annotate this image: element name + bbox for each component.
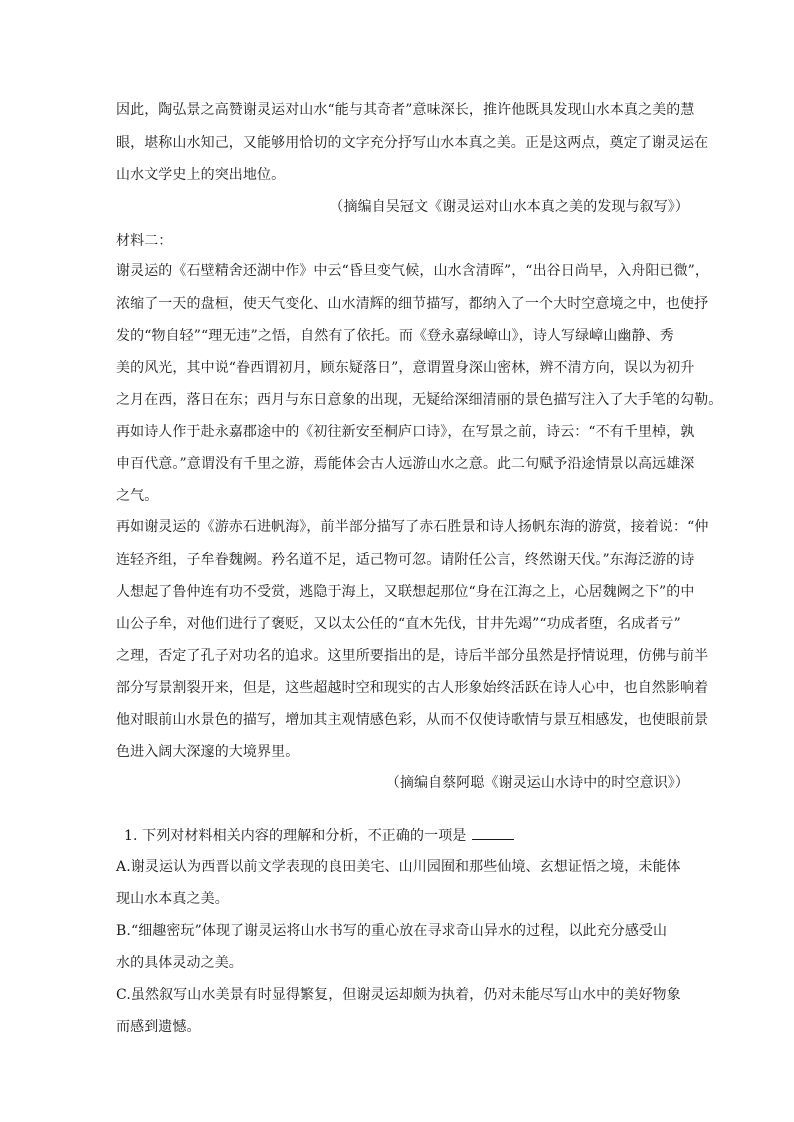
paragraph-line: 之理，否定了孔子对功名的追求。这里所要指出的是，诗后半部分虽然是抒情说理，仿佛与前半 — [116, 648, 709, 664]
paragraph-line: 之月在西，落日在东；西月与东日意象的出现，无疑给深细清丽的景色描写注入了大手笔的勾勒。 — [116, 392, 723, 408]
paragraph-line: 再如诗人作于赴永嘉郡途中的《初往新安至桐庐口诗》，在写景之前，诗云：“不有千里棹，孰 — [116, 424, 695, 440]
paragraph-line: 人想起了鲁仲连有功不受赏，逃隐于海上，又联想起那位“身在江海之上，心居魏阙之下”的中 — [116, 584, 695, 600]
paragraph-line: 山水文学史上的突出地位。 — [116, 167, 286, 183]
material-heading: 材料二： — [116, 233, 173, 249]
option-line: 现山水本真之美。 — [116, 891, 229, 907]
source-citation: （摘编自蔡阿聪《谢灵运山水诗中的时空意识》） — [385, 775, 689, 791]
paragraph-line: 美的风光，其中说“眷西谓初月，顾东疑落日”，意谓置身深山密林，辨不清方向，误以为初升 — [116, 360, 695, 376]
option-line: C.虽然叙写山水美景有时显得繁复，但谢灵运却颇为执着，仍对未能尽写山水中的美好物象 — [116, 987, 681, 1003]
paragraph-line: 色进入阔大深邃的大境界里。 — [116, 744, 300, 760]
option-line: B.“细趣密玩”体现了谢灵运将山水书写的重心放在寻求奇山异水的过程，以此充分感受山 — [116, 923, 668, 939]
paragraph-line: 谢灵运的《石壁精舍还湖中作》中云“昏旦变气候，山水含清晖”，“出谷日尚早，入舟阳已微”， — [116, 263, 710, 279]
paragraph-line: 发的“物自轻”“理无违”之悟，自然有了依托。而《登永嘉绿嶂山》，诗人写绿嶂山幽静、秀 — [116, 328, 674, 344]
paragraph-line: 连轻齐组，子牟眷魏阙。矜名道不足，适己物可忽。请附任公言，终然谢天伐。”东海泛游的诗 — [116, 552, 695, 568]
source-citation: （摘编自吴冠文《谢灵运对山水本真之美的发现与叙写》） — [329, 199, 689, 215]
paragraph-line: 之气。 — [116, 488, 159, 504]
answer-blank[interactable] — [472, 827, 514, 840]
option-line: 而感到遗憾。 — [116, 1019, 201, 1035]
paragraph-line: 他对眼前山水景色的描写，增加其主观情感色彩，从而不仅使诗歌情与景互相感发，也使眼前景 — [116, 712, 709, 728]
paragraph-line: 部分写景割裂开来，但是，这些超越时空和现实的古人形象始终活跃在诗人心中，也自然影响着 — [116, 680, 709, 696]
paragraph-line: 山公子牟，对他们进行了褒贬，又以太公任的“直木先伐，甘井先竭”“功成者堕，名成者亏” — [116, 616, 681, 632]
paragraph-line: 申百代意。”意谓没有千里之游，焉能体会古人远游山水之意。此二句赋予沿途情景以高远雄深 — [116, 456, 695, 472]
paragraph-line: 眼，堪称山水知己，又能够用恰切的文字充分抒写山水本真之美。正是这两点，奠定了谢灵运在 — [116, 135, 709, 151]
question-stem — [124, 827, 514, 845]
paragraph-line: 再如谢灵运的《游赤石进帆海》，前半部分描写了赤石胜景和诗人扬帆东海的游赏，接着说：“仲 — [116, 519, 709, 535]
option-line: 水的具体灵动之美。 — [116, 955, 243, 971]
paragraph-line: 浓缩了一天的盘桓，使天气变化、山水清辉的细节描写，都纳入了一个大时空意境之中，也使抒 — [116, 296, 709, 312]
question-stem-text: 1. 下列对材料相关内容的理解和分析，不正确的一项是 — [124, 828, 467, 844]
paragraph-line: 因此，陶弘景之高赞谢灵运对山水“能与其奇者”意味深长，推许他既具发现山水本真之美的慧 — [116, 102, 695, 118]
option-line: A.谢灵运认为西晋以前文学表现的良田美宅、山川园囿和那些仙境、玄想证悟之境，未能体 — [116, 859, 681, 875]
